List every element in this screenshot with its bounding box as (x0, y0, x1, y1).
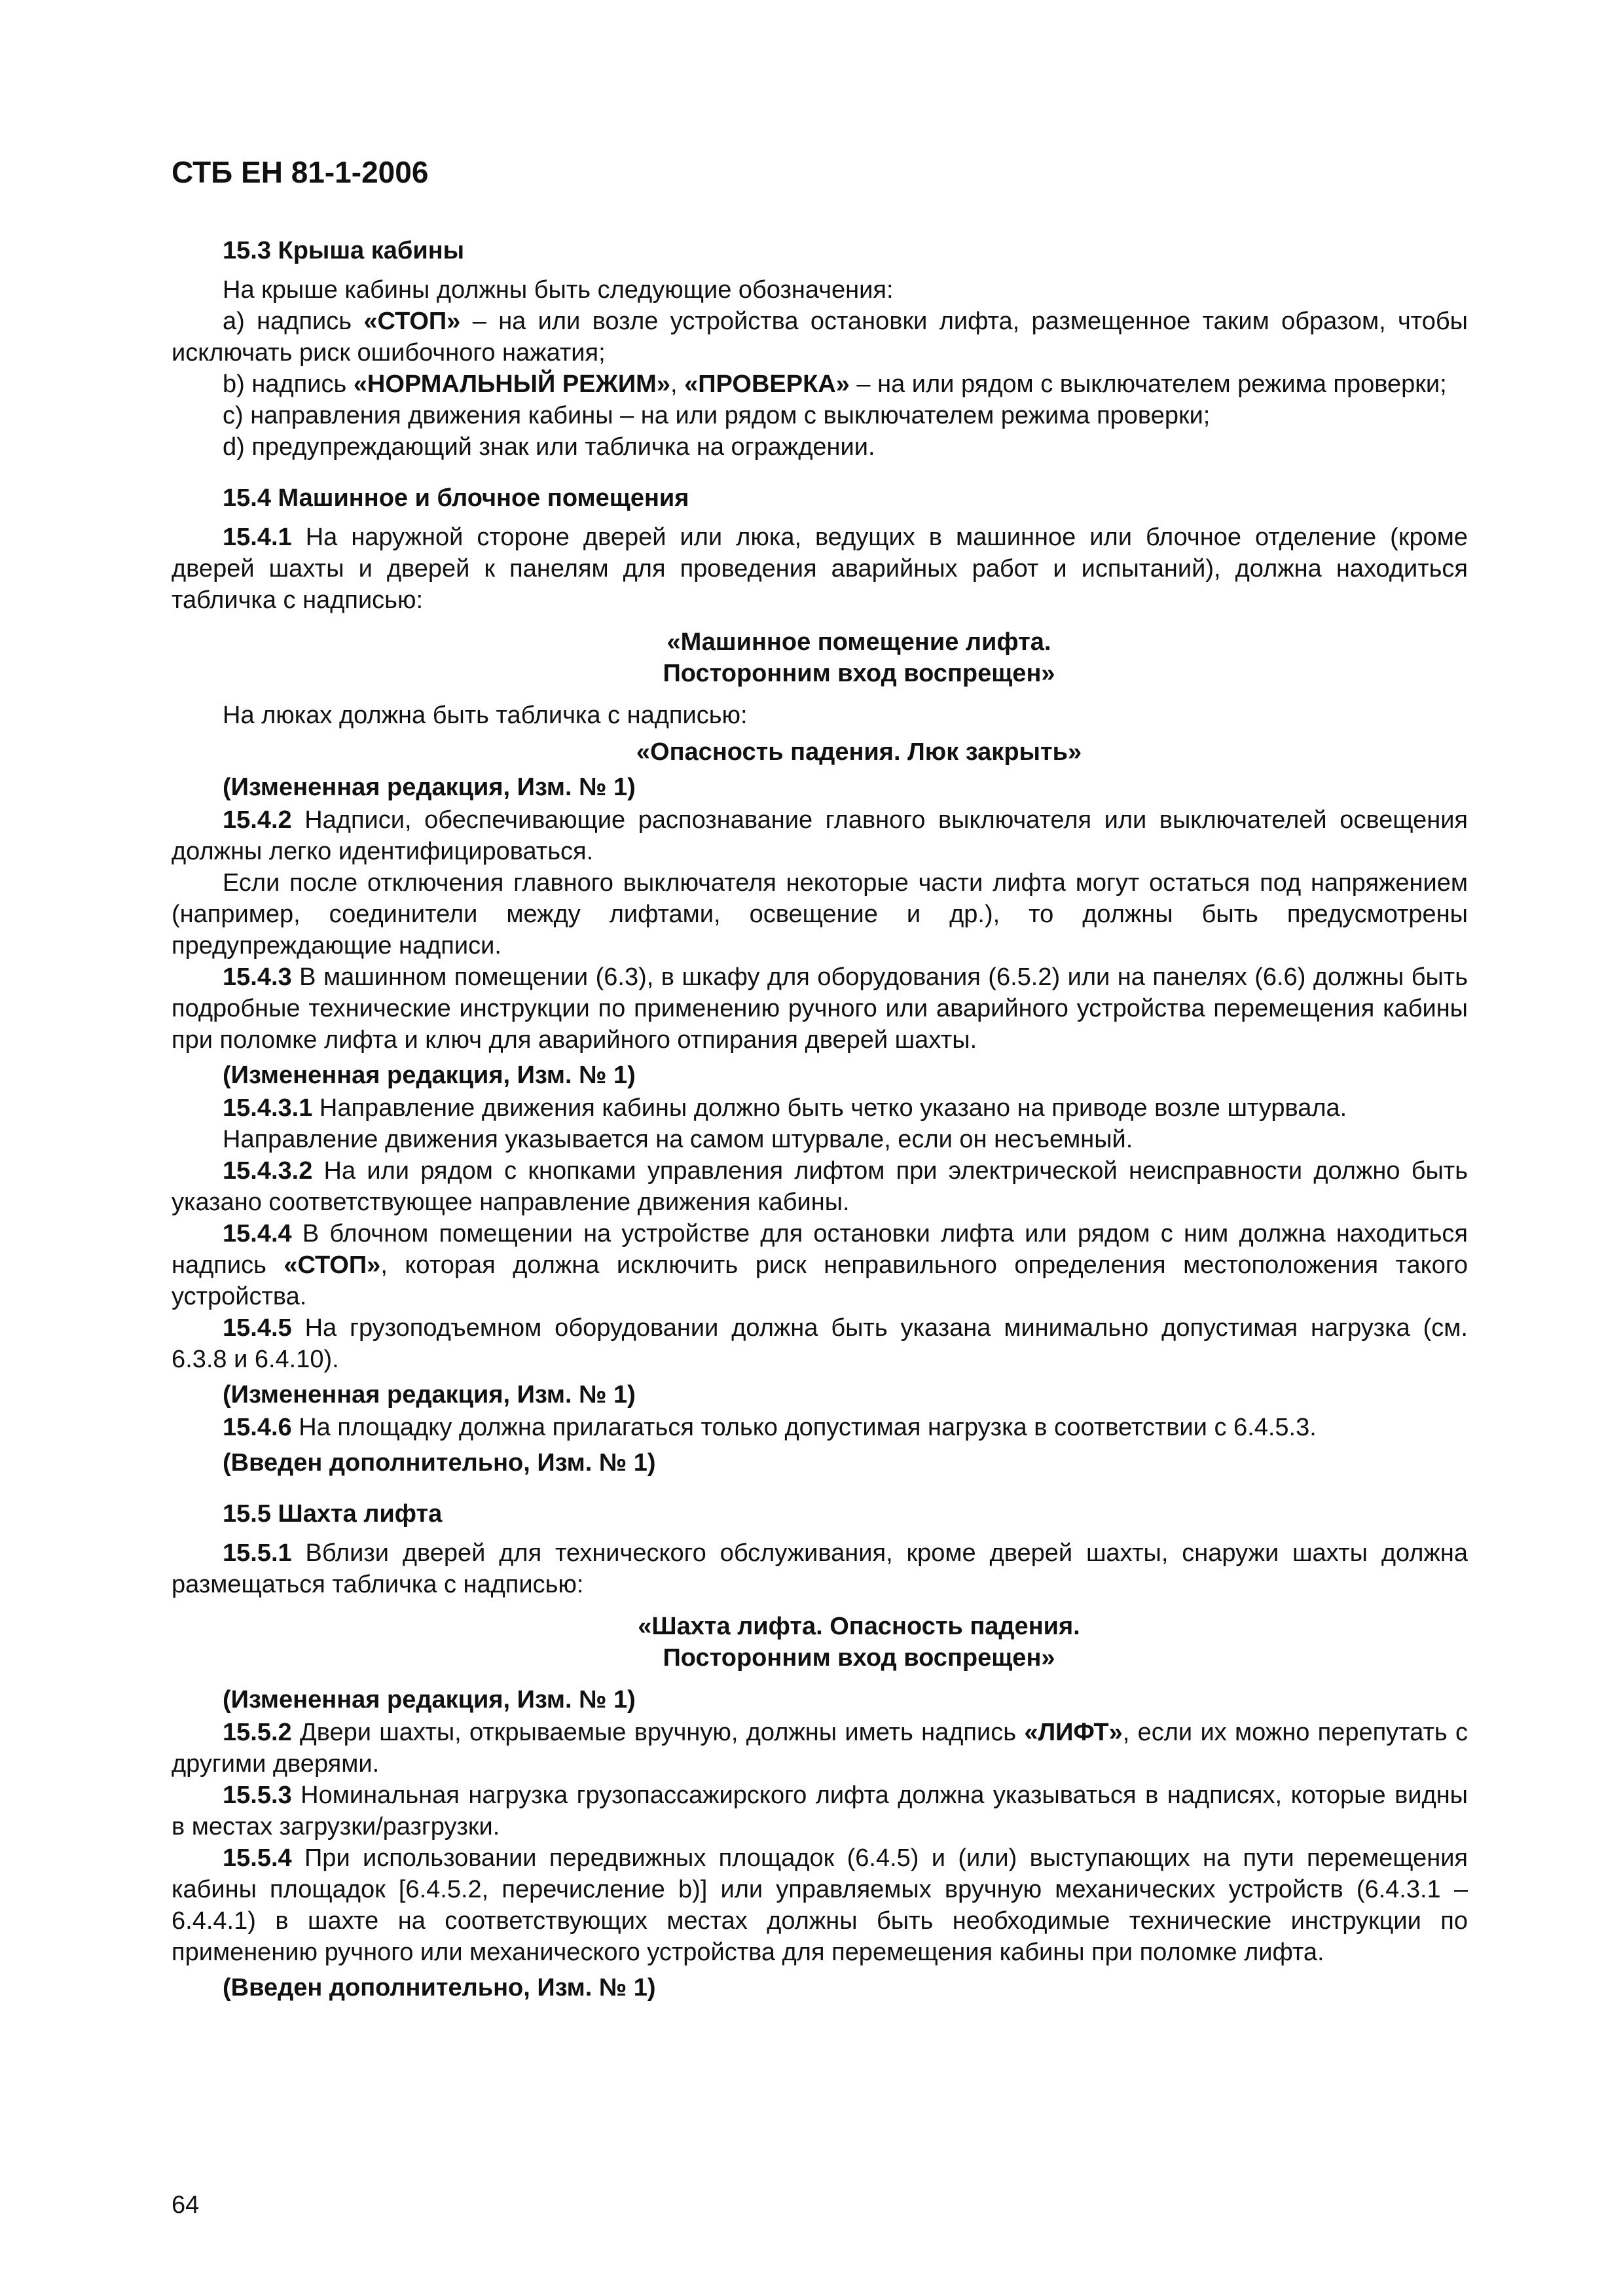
paragraph-hatch: На люках должна быть табличка с надписью: (223, 702, 748, 729)
stop-label: «СТОП» (363, 308, 461, 335)
list-item-b: b) надпись «НОРМАЛЬНЫЙ РЕЖИМ», «ПРОВЕРКА» – на или рядом с выключателем режима проверки; (223, 370, 1447, 398)
addition-note: (Введен дополнительно, Изм. № 1) (223, 1974, 656, 2001)
list-item-c: с) направления движения кабины – на или рядом с выключателем режима проверки; (223, 402, 1211, 429)
document-page (172, 154, 1468, 2005)
sign-machine-room: «Машинное помещение лифта. Посторонним вход воспрещен» (663, 628, 1055, 687)
paragraph-15-4-6: 15.4.6 На площадку должна прилагаться только допустимая нагрузка в соответствии с 6.4.5.3. (223, 1414, 1317, 1441)
revision-note: (Измененная редакция, Изм. № 1) (223, 1062, 636, 1089)
page-number: 64 (172, 2191, 200, 2219)
paragraph-15-4-2: 15.4.2 Надписи, обеспечивающие распознавание главного выключателя или выключателей освещения должны легко идентифицироваться. (172, 806, 1468, 865)
heading-15-5: 15.5 Шахта лифта (223, 1500, 443, 1528)
paragraph-15-5-2: 15.5.2 Двери шахты, открываемые вручную, должны иметь надпись «ЛИФТ», если их можно перепутать с другими дверями. (172, 1719, 1468, 1778)
paragraph-15-5-4: 15.5.4 При использовании передвижных площадок (6.4.5) и (или) выступающих на пути перемещения кабины площадок [6.4.5.2, перечисление b)] или управляемых вручную механических устройств (6.4.3.1 – 6.4.4.1) в шахте на соответствующих местах должны быть необходимые технические инструкции по применению ручного или механического устройства для перемещения кабины при поломке лифта. (172, 1844, 1468, 1966)
list-item-a: а) надпись «СТОП» – на или возле устройства остановки лифта, размещенное таким образом, чтобы исключать риск ошибочного нажатия; (172, 308, 1468, 367)
paragraph-15-4-1: 15.4.1 На наружной стороне дверей или люка, ведущих в машинное или блочное отделение (кроме дверей шахты и дверей к панелям для проведения аварийных работ и испытаний), должна находиться табличка с надписью: (172, 524, 1468, 614)
paragraph-15-5-3: 15.5.3 Номинальная нагрузка грузопассажирского лифта должна указываться в надписях, которые видны в местах загрузки/разгрузки. (172, 1782, 1468, 1840)
stop-label: «СТОП» (283, 1251, 381, 1279)
normal-mode-label: «НОРМАЛЬНЫЙ РЕЖИМ» (353, 370, 670, 398)
paragraph-15-3-intro: На крыше кабины должны быть следующие обозначения: (223, 276, 894, 304)
paragraph-15-4-3-1: 15.4.3.1 Направление движения кабины должно быть четко указано на приводе возле штурвала. (223, 1094, 1347, 1122)
document-id: СТБ ЕН 81-1-2006 (172, 155, 429, 189)
paragraph-15-4-3: 15.4.3 В машинном помещении (6.3), в шкафу для оборудования (6.5.2) или на панелях (6.6) должны быть подробные технические инструкции по применению ручного или аварийного устройства перемещения кабины при поломке лифта и ключ для аварийного отпирания дверей шахты. (172, 963, 1468, 1054)
revision-note: (Измененная редакция, Изм. № 1) (223, 774, 636, 801)
revision-note: (Измененная редакция, Изм. № 1) (223, 1686, 636, 1713)
paragraph-15-5-1: 15.5.1 Вблизи дверей для технического обслуживания, кроме дверей шахты, снаружи шахты должна размещаться табличка с надписью: (172, 1539, 1468, 1598)
sign-hatch: «Опасность падения. Люк закрыть» (636, 738, 1082, 766)
paragraph-15-4-2-extra: Если после отключения главного выключателя некоторые части лифта могут остаться под напряжением (например, соединители между лифтами, освещение и др.), то должны быть предусмотрены предупреждающие надписи. (172, 869, 1468, 960)
heading-15-4: 15.4 Машинное и блочное помещения (223, 484, 689, 512)
lift-label: «ЛИФТ» (1024, 1719, 1123, 1746)
addition-note: (Введен дополнительно, Изм. № 1) (223, 1449, 656, 1477)
paragraph-15-4-4: 15.4.4 В блочном помещении на устройстве для остановки лифта или рядом с ним должна находиться надпись «СТОП», которая должна исключить риск неправильного определения местоположения такого устройства. (172, 1220, 1468, 1310)
revision-note: (Измененная редакция, Изм. № 1) (223, 1381, 636, 1408)
paragraph-15-4-3-1-extra: Направление движения указывается на самом штурвале, если он несъемный. (223, 1126, 1133, 1153)
paragraph-15-4-3-2: 15.4.3.2 На или рядом с кнопками управления лифтом при электрической неисправности должно быть указано соответствующее направление движения кабины. (172, 1157, 1468, 1216)
check-label: «ПРОВЕРКА» (684, 370, 850, 398)
list-item-d: d) предупреждающий знак или табличка на ограждении. (223, 433, 875, 461)
paragraph-15-4-5: 15.4.5 На грузоподъемном оборудовании должна быть указана минимально допустимая нагрузка (см. 6.3.8 и 6.4.10). (172, 1314, 1468, 1373)
heading-15-3: 15.3 Крыша кабины (223, 237, 465, 264)
sign-shaft: «Шахта лифта. Опасность падения. Посторонним вход воспрещен» (638, 1613, 1080, 1672)
